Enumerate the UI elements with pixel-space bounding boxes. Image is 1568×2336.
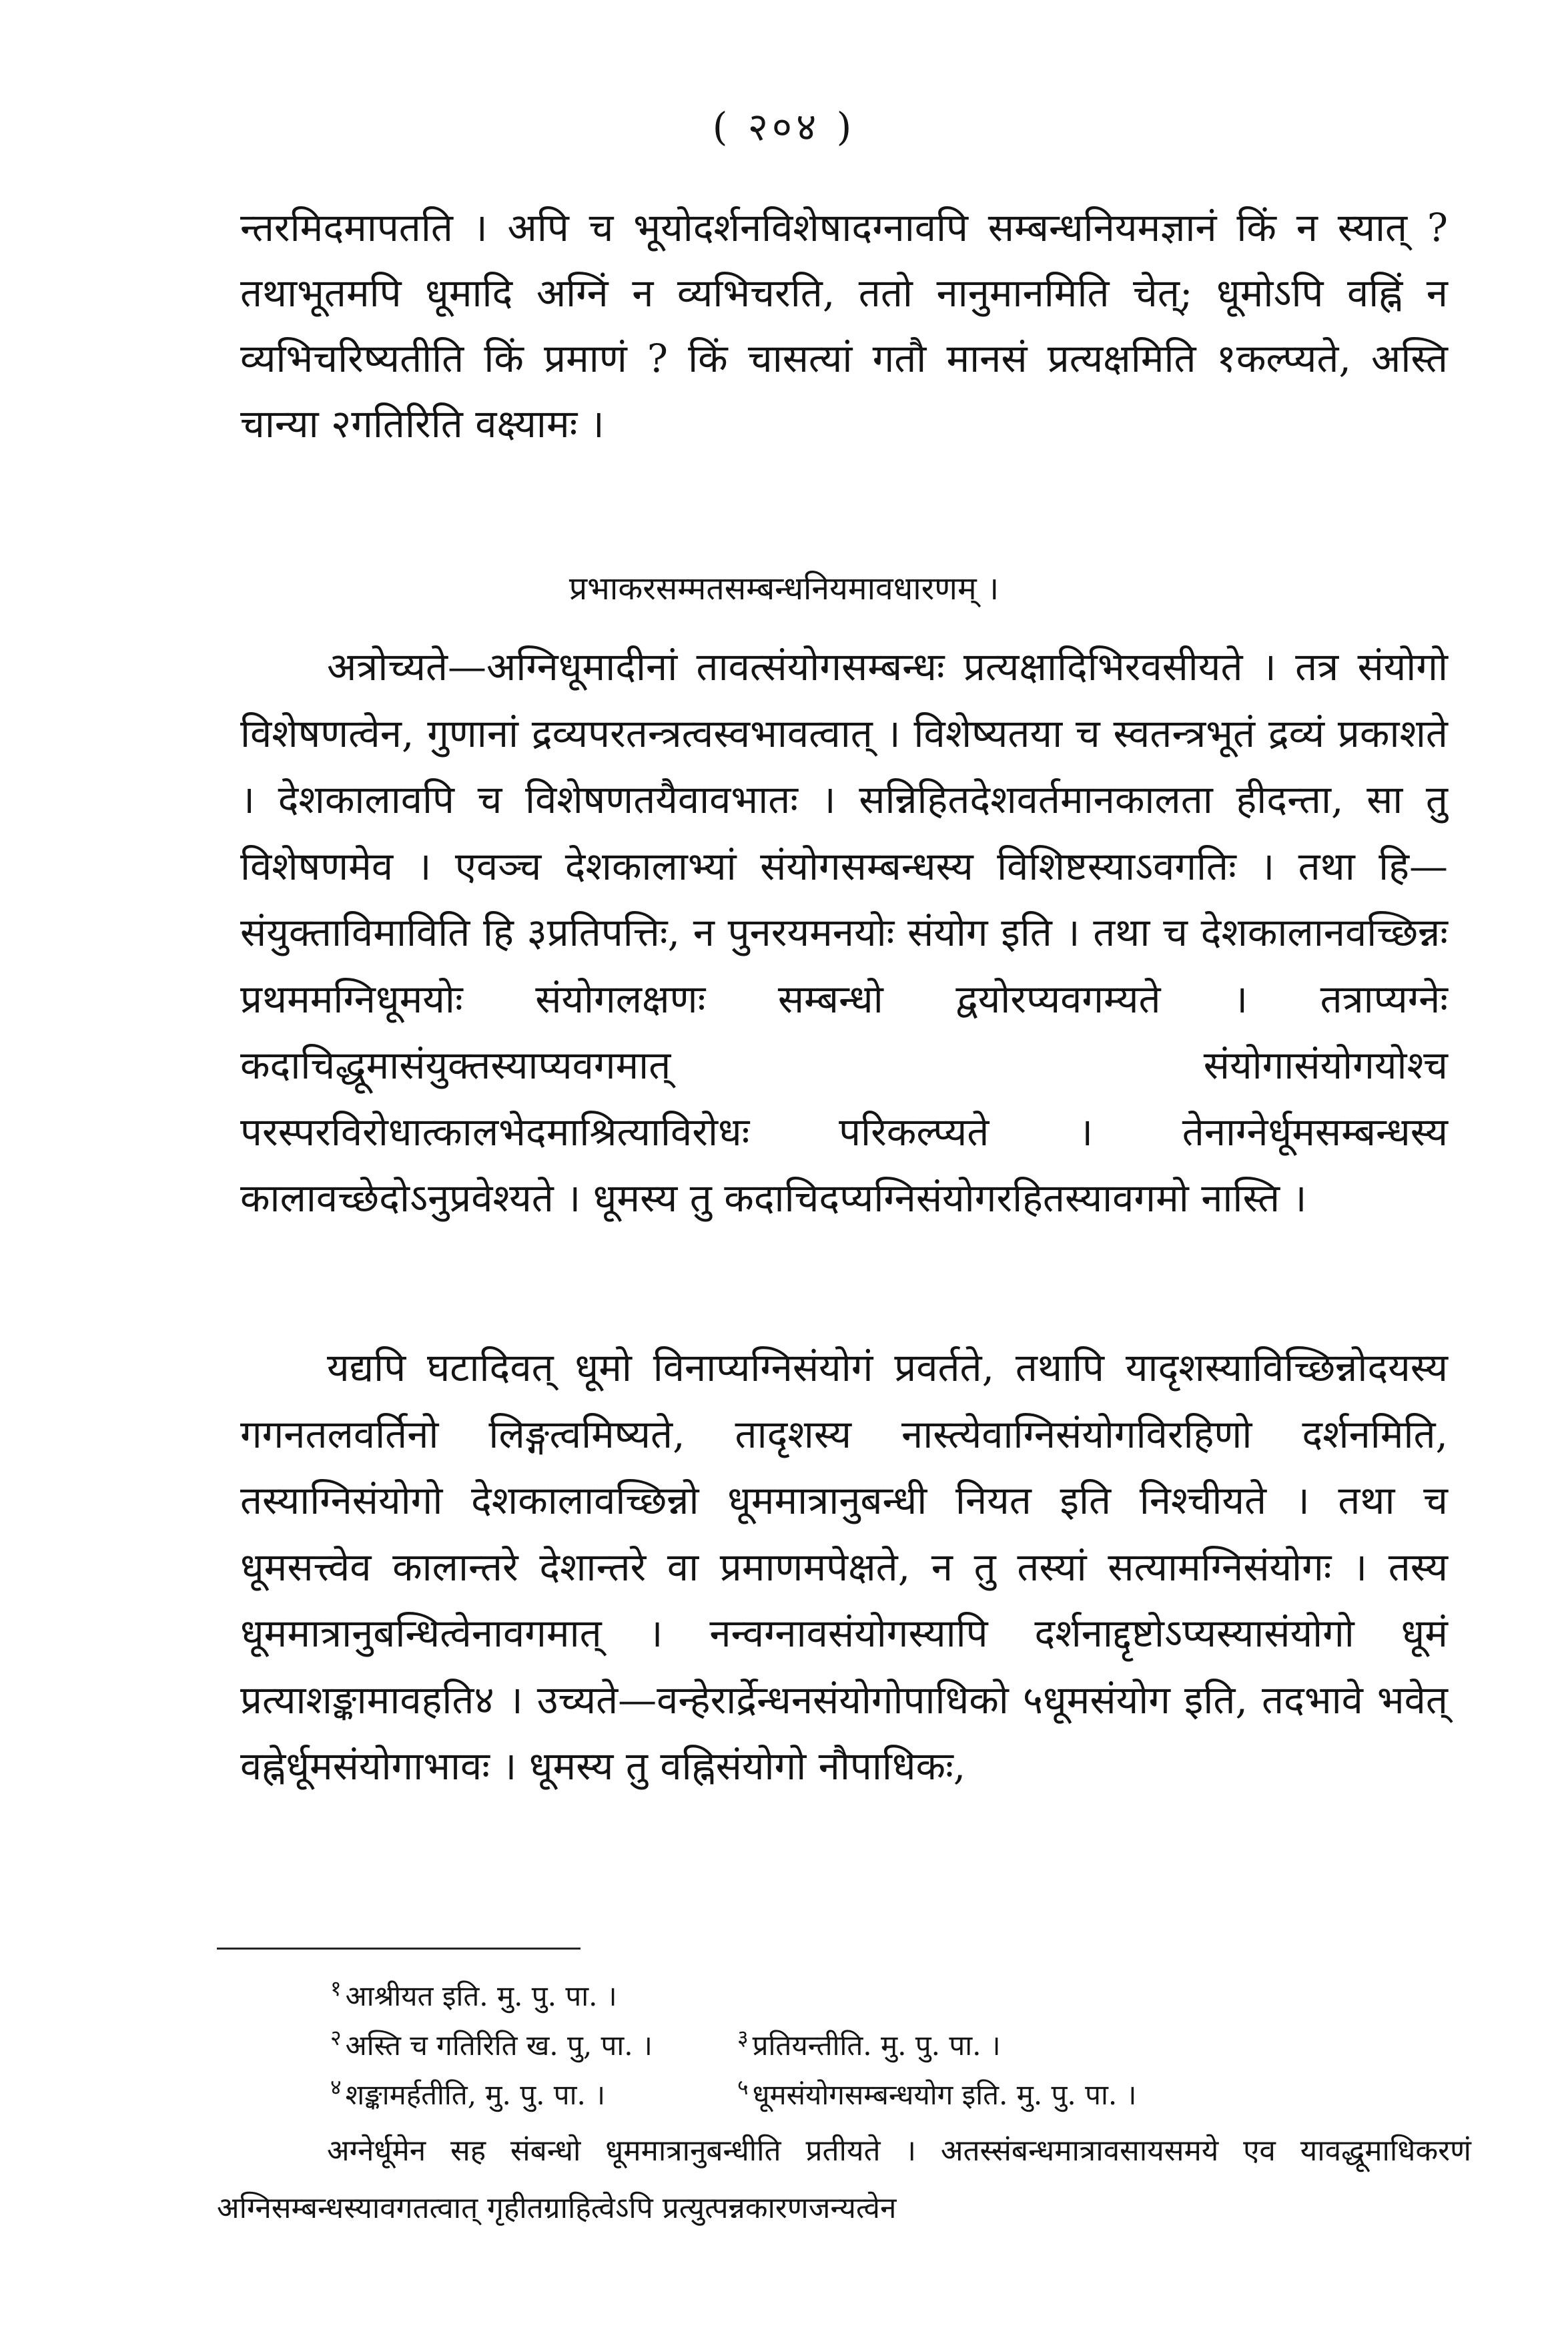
footnotes <box>217 1969 1471 2237</box>
paragraph-2: अत्रोच्यते—अग्निधूमादीनां तावत्संयोगसम्बन्धः प्रत्यक्षादिभिरवसीयते । तत्र संयोगो विशेषणत्वेन, गुणानां द्रव्यपरतन्त्रत्वस्वभावत्वात् । विशेष्यतया च स्वतन्त्रभूतं द्रव्यं प्रकाशते । देशकालावपि च विशेषणतयैवावभातः । सन्निहितदेशवर्तमानकालता हीदन्ता, सा तु विशेषणमेव । एवञ्च देशकालाभ्यां संयोगसम्बन्धस्य विशिष्टस्याऽवगतिः । तथा हि—संयुक्ताविमाविति हि ३प्रतिपत्तिः, न पुनरयमनयोः संयोग इति । तथा च देशकालानवच्छिन्नः प्रथममग्निधूमयोः संयोगलक्षणः सम्बन्धो द्वयोरप्यवगम्यते । तत्राप्यग्नेः कदाचिद्धूमासंयुक्तस्याप्यवगमात् संयोगासंयोगयोश्च परस्परविरोधात्कालभेदमाश्रित्याविरोधः परिकल्प्यते । तेनाग्नेर्धूमसम्बन्धस्य कालावच्छेदोऽनुप्रवेश्यते । धूमस्य तु कदाचिदप्यग्निसंयोगरहितस्यावगमो नास्ति । <box>240 644 1448 1221</box>
footnote-2 <box>217 2023 737 2064</box>
footnote-text: धूमसंयोगसम्बन्धयोग इति. मु. पु. पा. । <box>752 2078 1137 2111</box>
footnote-5 <box>737 2072 1471 2113</box>
footnote-row <box>217 1969 1471 2018</box>
page-number: ( २०४ ) <box>712 104 856 150</box>
footnote-text: शङ्कामर्हतीति, मु. पु. पा. । <box>345 2078 606 2111</box>
footnote-1 <box>217 1974 737 2014</box>
footnote-continuation: अग्नेर्धूमेन सह संबन्धो धूममात्रानुबन्धीति प्रतीयते । अतस्संबन्धमात्रावसायसमये एव यावद्धूमाधिकरणं अग्निसम्बन्धस्यावगतत्वात् गृहीतग्राहित्वेऽपि प्रत्युत्पन्नकारणजन्यत्वेन <box>217 2134 1471 2225</box>
footnote-number: ३ <box>737 2024 749 2050</box>
footnote-number: २ <box>330 2024 342 2050</box>
footnote-number: ४ <box>330 2074 342 2100</box>
paragraph-3: यद्यपि घटादिवत् धूमो विनाप्यग्निसंयोगं प्रवर्तते, तथापि यादृशस्याविच्छिन्नोदयस्य गगनतलवर्तिनो लिङ्गत्वमिष्यते, तादृशस्य नास्त्येवाग्निसंयोगविरहिणो दर्शनमिति, तस्याग्निसंयोगो देशकालावच्छिन्नो धूममात्रानुबन्धी नियत इति निश्चीयते । तथा च धूमसत्त्वेव कालान्तरे देशान्तरे वा प्रमाणमपेक्षते, न तु तस्यां सत्यामग्निसंयोगः । तस्य धूममात्रानुबन्धित्वेनावगमात् । नन्वग्नावसंयोगस्यापि दर्शनाद्दृष्टोऽप्यस्यासंयोगो धूमं प्रत्याशङ्कामावहति४ । उच्यते—वन्हेरार्द्रेन्धनसंयोगोपाधिको ५धूमसंयोग इति, तदभावे भवेत् वह्नेर्धूमसंयोगाभावः । धूमस्य तु वह्निसंयोगो नौपाधिकः, <box>240 1345 1448 1789</box>
footnote-3 <box>737 2023 1471 2064</box>
footnote-row <box>217 2068 1471 2117</box>
footnote-text: अस्ति च गतिरिति ख. पु, पा. । <box>345 2028 653 2062</box>
footnote-number: १ <box>330 1975 342 2001</box>
footnote-text: आश्रीयत इति. मु. पु. पा. । <box>345 1979 617 2012</box>
paragraph-1: न्तरमिदमापतति । अपि च भूयोदर्शनविशेषादग्नावपि सम्बन्धनियमज्ञानं किं न स्यात् ? तथाभूतमपि धूमादि अग्निं न व्यभिचरति, ततो नानुमानमिति चेत्; धूमोऽपि वह्निं न व्यभिचरिष्यतीति किं प्रमाणं ? किं चासत्यां गतौ मानसं प्रत्यक्षमिति १कल्प्यते, अस्ति चान्या २गतिरिति वक्ष्यामः । <box>240 205 1448 447</box>
section-heading: प्रभाकरसम्मतसम्बन्धनियमावधारणम् । <box>568 570 1000 607</box>
footnote-number: ५ <box>737 2074 749 2100</box>
footnote-text: प्रतियन्तीति. मु. पु. पा. । <box>752 2028 1001 2062</box>
footnote-divider <box>217 1948 580 1950</box>
footnote-4 <box>217 2072 737 2113</box>
footnote-row <box>217 2018 1471 2068</box>
